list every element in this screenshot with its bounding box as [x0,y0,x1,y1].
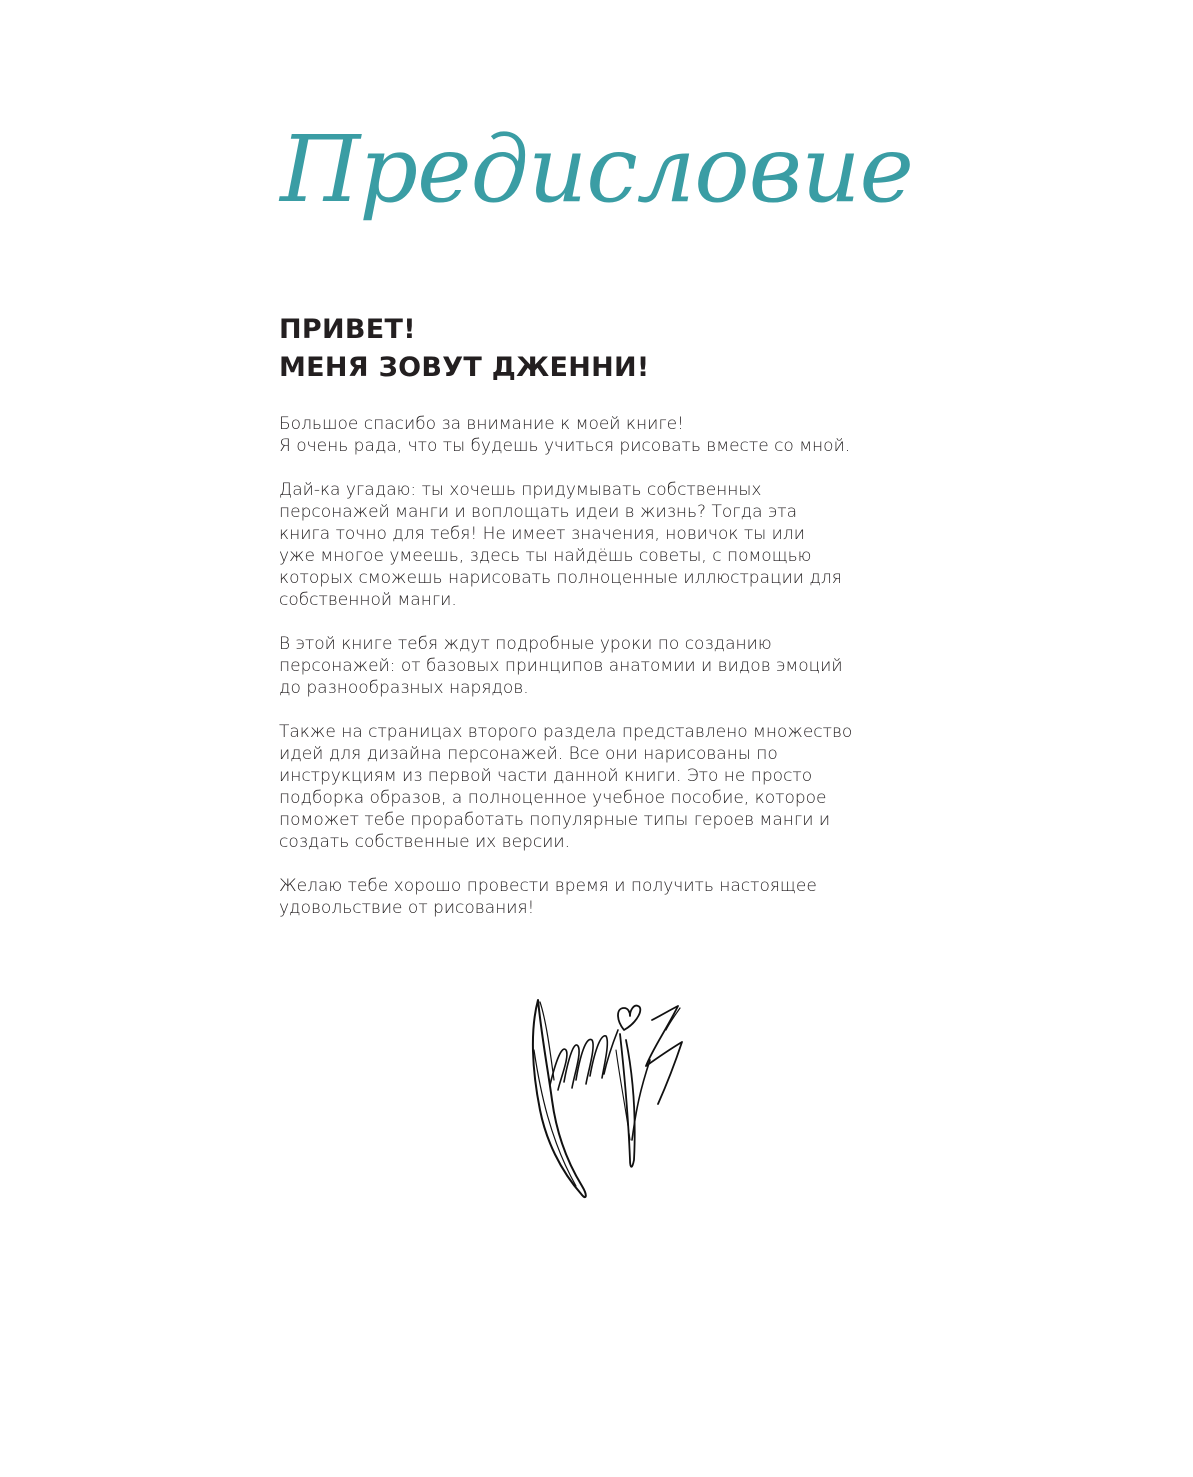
paragraph-line: Дай-ка угадаю: ты хочешь придумывать собственных [279,480,762,500]
paragraph [279,633,919,699]
paragraph-line: которых сможешь нарисовать полноценные иллюстрации для [279,568,842,588]
paragraph-line: В этой книге тебя ждут подробные уроки по созданию [279,634,772,654]
greeting-line: ПРИВЕТ! [279,314,416,345]
paragraph [279,721,919,853]
paragraph-line: Также на страницах второго раздела представлено множество [279,722,853,742]
greeting-line: МЕНЯ ЗОВУТ ДЖЕННИ! [279,352,650,383]
paragraph-line: собственной манги. [279,590,457,610]
paragraph-line: инструкциям из первой части данной книги. Это не просто [279,766,813,786]
paragraph-line: Желаю тебе хорошо провести время и получить настоящее [279,876,817,896]
paragraph-line: персонажей: от базовых принципов анатомии и видов эмоций [279,656,843,676]
paragraph-line: создать собственные их версии. [279,832,570,852]
paragraph-line: удовольствие от рисования! [279,898,535,918]
paragraph [279,479,919,611]
paragraph [279,413,919,457]
signature [520,990,700,1210]
paragraph-line: подборка образов, а полноценное учебное пособие, которое [279,788,827,808]
greeting-heading [279,311,919,387]
paragraph-line: Большое спасибо за внимание к моей книге! [279,414,684,434]
paragraph-line: персонажей манги и воплощать идеи в жизнь? Тогда эта [279,502,797,522]
paragraph [279,875,919,919]
foreword-body [279,311,919,941]
paragraph-line: идей для дизайна персонажей. Все они нарисованы по [279,744,778,764]
paragraph-line: поможет тебе проработать популярные типы героев манги и [279,810,831,830]
paragraph-line: книга точно для тебя! Не имеет значения, новичок ты или [279,524,805,544]
paragraph-line: до разнообразных нарядов. [279,678,529,698]
paragraph-line: Я очень рада, что ты будешь учиться рисовать вместе со мной. [279,436,851,456]
page-title: Предисловие [280,116,913,223]
paragraph-line: уже многое умеешь, здесь ты найдёшь советы, с помощью [279,546,812,566]
